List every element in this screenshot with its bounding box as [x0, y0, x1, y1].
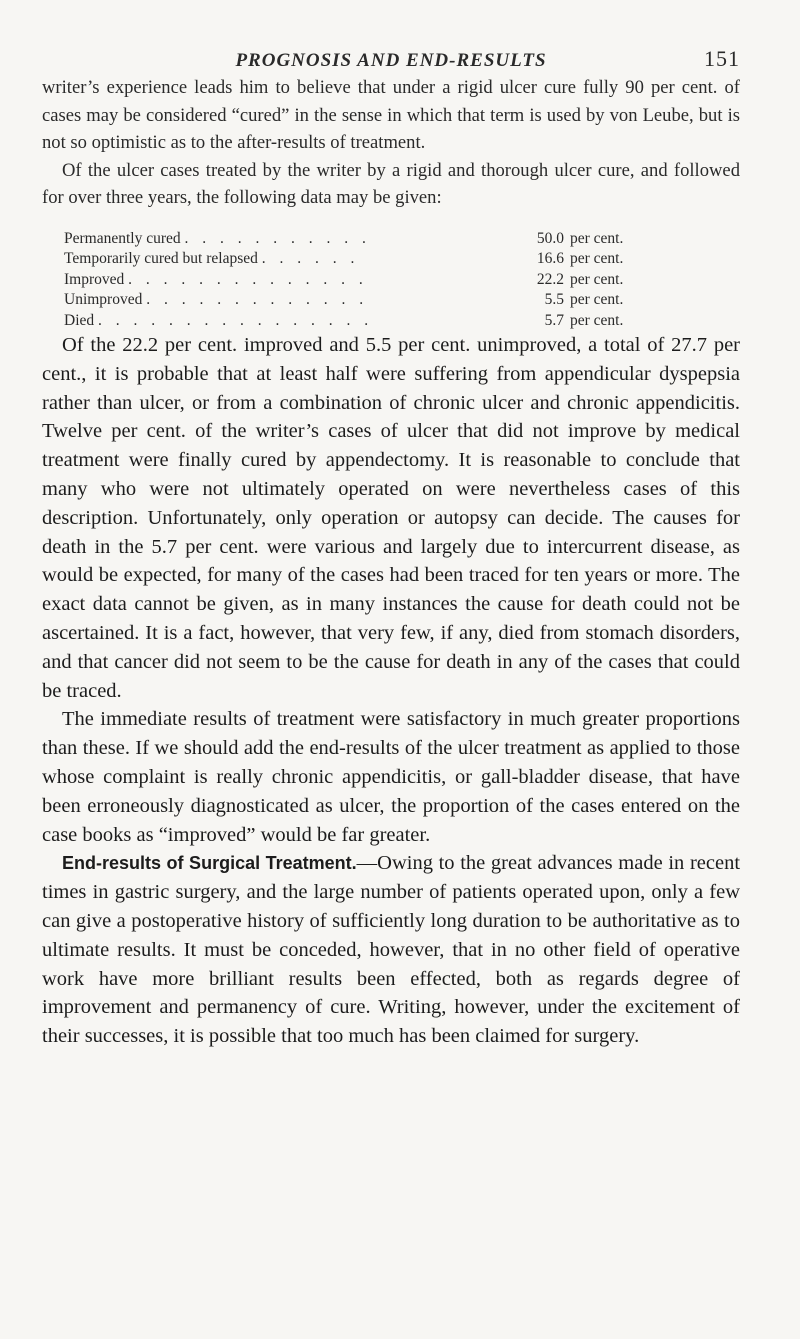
- paragraph-1: writer’s experience leads him to believe that under a rigid ulcer cure fully 90 per cent. of cases may be considered “cured” in the sense in which that term is used by von Leube, but is not so optimistic as to the after-results of treatment.: [42, 77, 740, 153]
- row-value: 22.2: [536, 270, 564, 288]
- row-unit: per cent.: [570, 291, 624, 308]
- row-label-cell: [64, 311, 534, 332]
- leader-dots: . . . . . . . . . . . . . .: [128, 270, 368, 288]
- row-label-cell: [64, 249, 534, 270]
- row-label: Improved: [64, 270, 125, 288]
- row-label-cell: [64, 229, 534, 250]
- paragraph-5-body: —Owing to the great advances made in recent times in gastric surgery, and the large number of patients operated upon, only a few can give a postoperative history of sufficiently long duration to be authoritative as to ultimate results. It must be conceded, however, that in no other field of operative work have more brilliant results been effected, both as regards degree of improvement and permanency of cure. Writing, however, under the excitement of their successes, it is possible that too much has been claimed for surgery.: [42, 852, 741, 1048]
- row-unit: per cent.: [570, 270, 624, 288]
- paragraph-4: The immediate results of treatment were satisfactory in much greater proportions than these. If we should add the end-results of the ulcer treatment as applied to those whose complaint is really chronic appendicitis, or gall-bladder disease, that have been erroneously diagnosticated as ulcer, the proportion of the cases entered on the case books as “improved” would be far greater.: [42, 708, 740, 846]
- row-unit: per cent.: [570, 311, 624, 329]
- paragraph-3: Of the 22.2 per cent. improved and 5.5 per cent. unimproved, a total of 27.7 per cent., it is probable that at least half were suffering from appendicular dyspepsia rather than ulcer, or from a combination of chronic ulcer and chronic appendicitis. Twelve per cent. of the writer’s cases of ulcer that did not improve by medical treatment were finally cured by appendectomy. It is reasonable to conclude that many who were not ultimately operated on were nevertheless cases of this description. Unfortunately, only operation or autopsy can decide. The causes for death in the 5.7 per cent. were various and largely due to intercurrent disease, as would be expected, for many of the cases had been traced for ten years or more. The exact data cannot be given, as in many instances the cause for death could not be ascertained. It is a fact, however, that very few, if any, died from stomach disorders, and that cancer did not seem to be the cause for death in any of the cases that could be traced.: [42, 334, 740, 702]
- results-table: [64, 229, 623, 332]
- row-label: Temporarily cured but relapsed: [64, 250, 258, 267]
- leader-dots: . . . . . . . . . . . . .: [146, 291, 369, 308]
- page-number: 151: [704, 46, 740, 71]
- row-label: Died: [64, 311, 95, 329]
- row-value: 5.7: [544, 311, 564, 329]
- table-row: [64, 229, 623, 250]
- row-label: Permanently cured: [64, 229, 181, 247]
- table-row: [64, 311, 623, 332]
- running-title: PROGNOSIS AND END-RESULTS: [235, 50, 547, 71]
- running-head: [42, 44, 740, 74]
- table-row: [64, 249, 623, 270]
- leader-dots: . . . . . . . . . . . . . . . .: [98, 311, 374, 329]
- table-row: [64, 270, 623, 291]
- row-unit: per cent.: [570, 229, 624, 247]
- row-label-cell: [64, 270, 534, 291]
- leader-dots: . . . . . .: [261, 250, 360, 267]
- paragraph-5: [42, 849, 740, 1051]
- table-row: [64, 290, 623, 311]
- row-label: Unimproved: [64, 291, 143, 308]
- section-heading: End-results of Surgical Treatment.: [62, 853, 357, 874]
- row-value: 16.6: [536, 250, 564, 267]
- paragraph-2: Of the ulcer cases treated by the writer by a rigid and thorough ulcer cure, and followed for over three years, the following data may be given:: [42, 159, 740, 208]
- book-page: [42, 44, 740, 1051]
- row-label-cell: [64, 290, 534, 311]
- leader-dots: . . . . . . . . . . .: [184, 229, 371, 247]
- row-value: 50.0: [536, 229, 564, 247]
- row-unit: per cent.: [570, 250, 624, 267]
- row-value: 5.5: [544, 291, 564, 308]
